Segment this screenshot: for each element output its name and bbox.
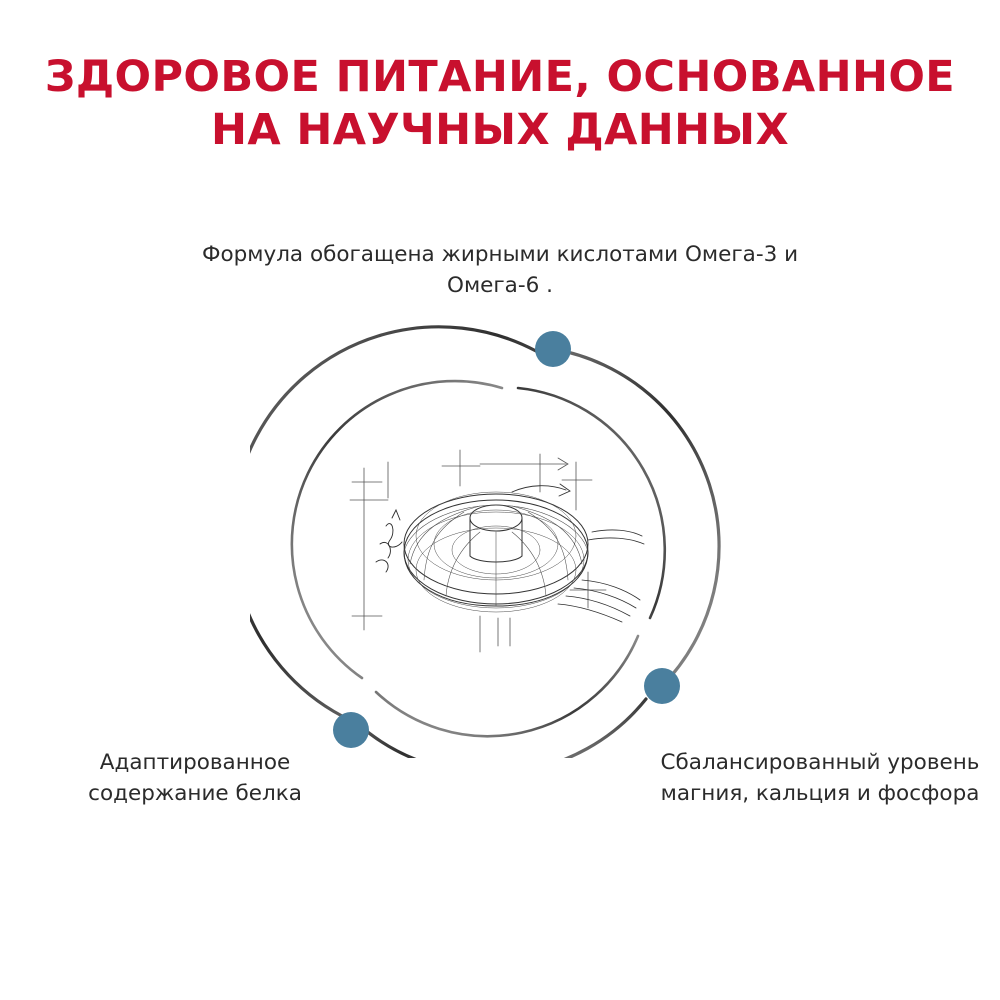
page-title-line-2: НА НАУЧНЫХ ДАННЫХ — [210, 105, 790, 156]
dot-bottom-right[interactable] — [644, 668, 680, 704]
dot-top[interactable] — [535, 331, 571, 367]
callout-label-omega: Формула обогащена жирными кислотами Омега-3 и Омега-6 . — [201, 242, 799, 298]
kibble-sketch-illustration — [330, 440, 670, 670]
page-title-line-1: ЗДОРОВОЕ ПИТАНИЕ, ОСНОВАННОЕ — [44, 51, 956, 102]
callout-label-protein: Адаптированное содержание белка — [88, 750, 302, 806]
dot-bottom-left[interactable] — [333, 712, 369, 748]
callout-label-minerals: Сбалансированный уровень магния, кальция и фосфора — [660, 750, 980, 806]
page-title — [0, 51, 1000, 158]
